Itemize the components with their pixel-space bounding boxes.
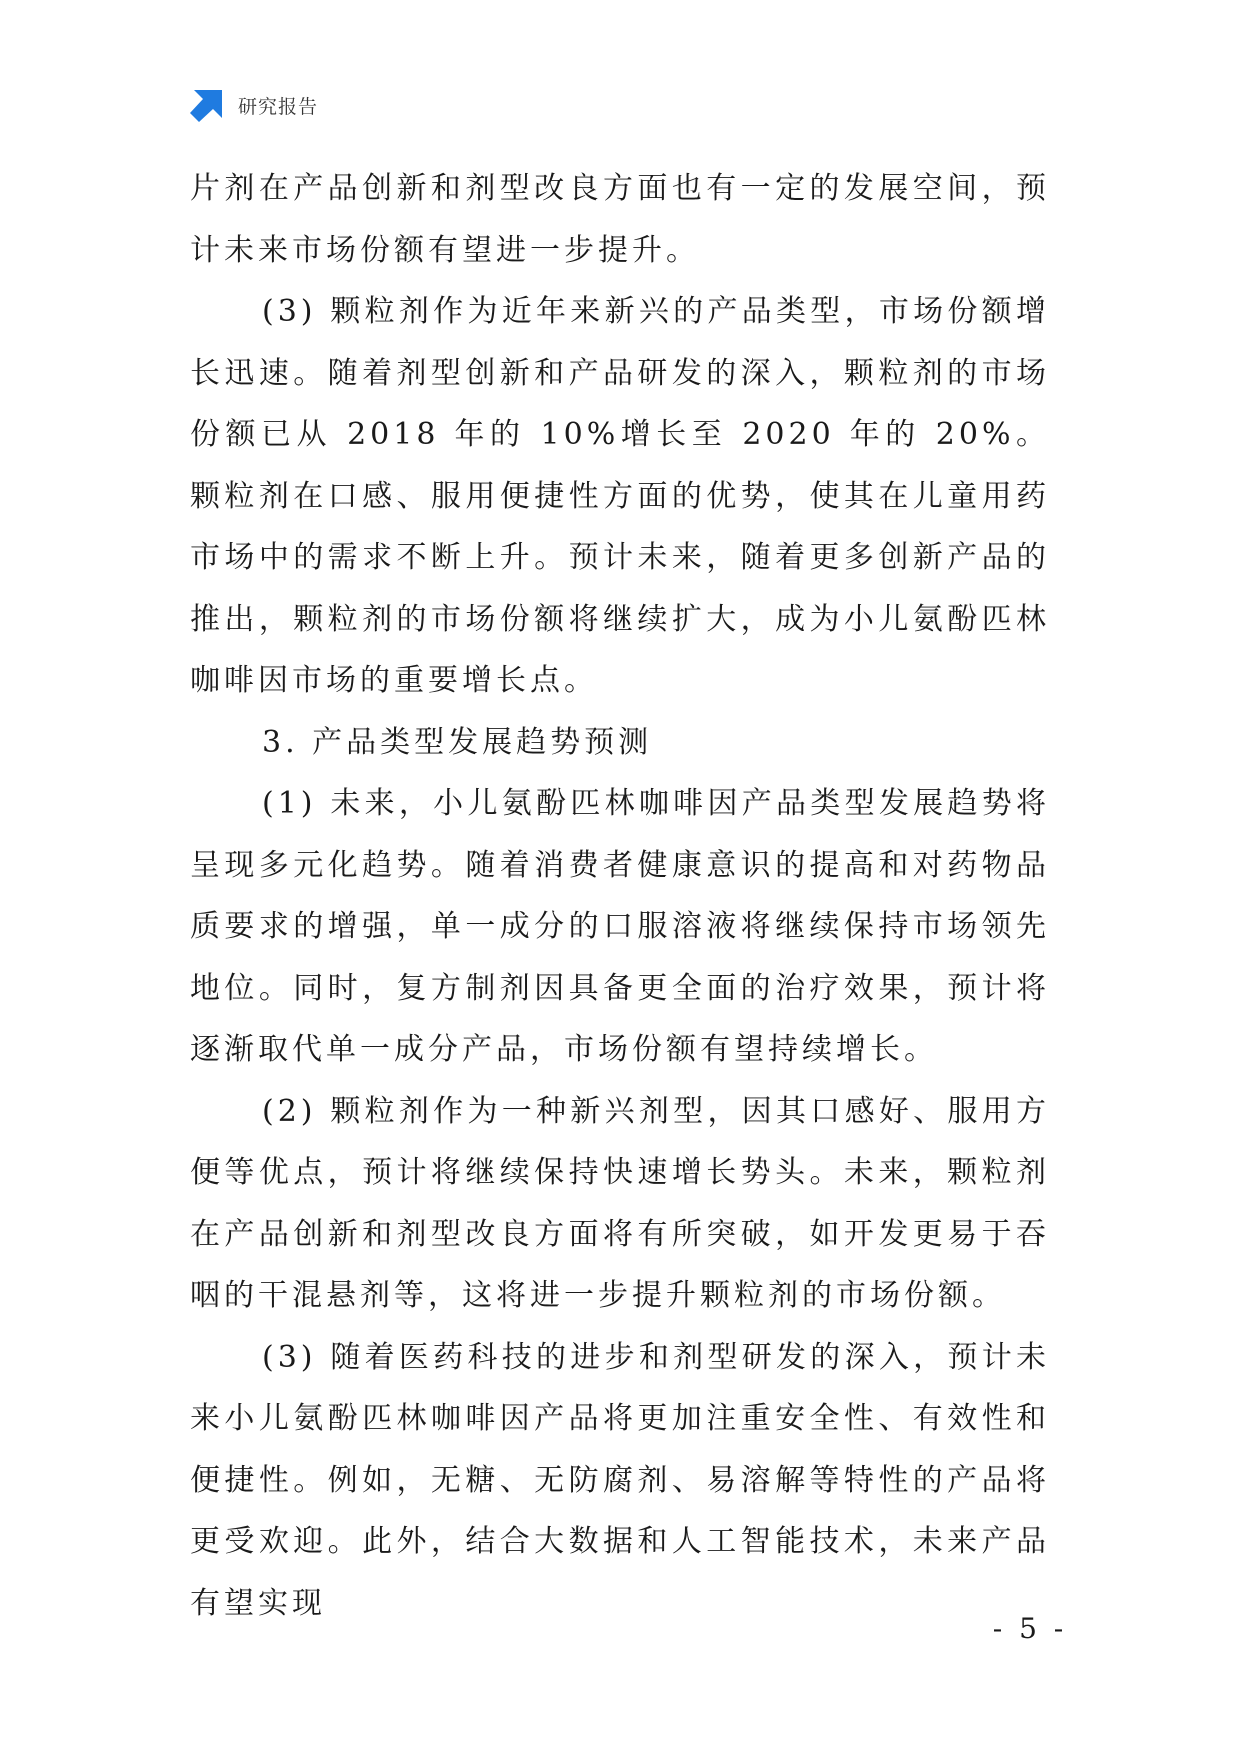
page-number: - 5 - [992,1612,1068,1645]
paragraph-trend-2: (2) 颗粒剂作为一种新兴剂型，因其口感好、服用方便等优点，预计将继续保持快速增长势头。未来，颗粒剂在产品创新和剂型改良方面将有所突破，如开发更易于吞咽的干混悬剂等，这将进一步提升颗粒剂的市场份额。 [190,1093,1050,1313]
paragraph-continuation: 片剂在产品创新和剂型改良方面也有一定的发展空间，预计未来市场份额有望进一步提升。 [190,171,1050,268]
arrow-up-right-icon [190,88,224,122]
report-header [190,88,318,122]
paragraph-granules-share: (3) 颗粒剂作为近年来新兴的产品类型，市场份额增长迅速。随着剂型创新和产品研发的深入，颗粒剂的市场份额已从 2018 年的 10%增长至 2020 年的 20%。颗粒剂在口感、服用便捷性方面的优势，使其在儿童用药市场中的需求不断上升。预计未来，随着更多创新产品的推出，颗粒剂的市场份额将继续扩大，成为小儿氨酚匹林咖啡因市场的重要增长点。 [190,294,1050,698]
paragraph-trend-3: (3) 随着医药科技的进步和剂型研发的深入，预计未来小儿氨酚匹林咖啡因产品将更加注重安全性、有效性和便捷性。例如，无糖、无防腐剂、易溶解等特性的产品将更受欢迎。此外，结合大数据和人工智能技术，未来产品有望实现 [190,1339,1050,1621]
header-title: 研究报告 [238,95,319,118]
paragraph-trend-1: (1) 未来，小儿氨酚匹林咖啡因产品类型发展趋势将呈现多元化趋势。随着消费者健康意识的提高和对药物品质要求的增强，单一成分的口服溶液将继续保持市场领先地位。同时，复方制剂因具备更全面的治疗效果，预计将逐渐取代单一成分产品，市场份额有望持续增长。 [190,786,1050,1067]
section-heading: 3. 产品类型发展趋势预测 [262,724,653,760]
document-body [190,158,1050,1634]
